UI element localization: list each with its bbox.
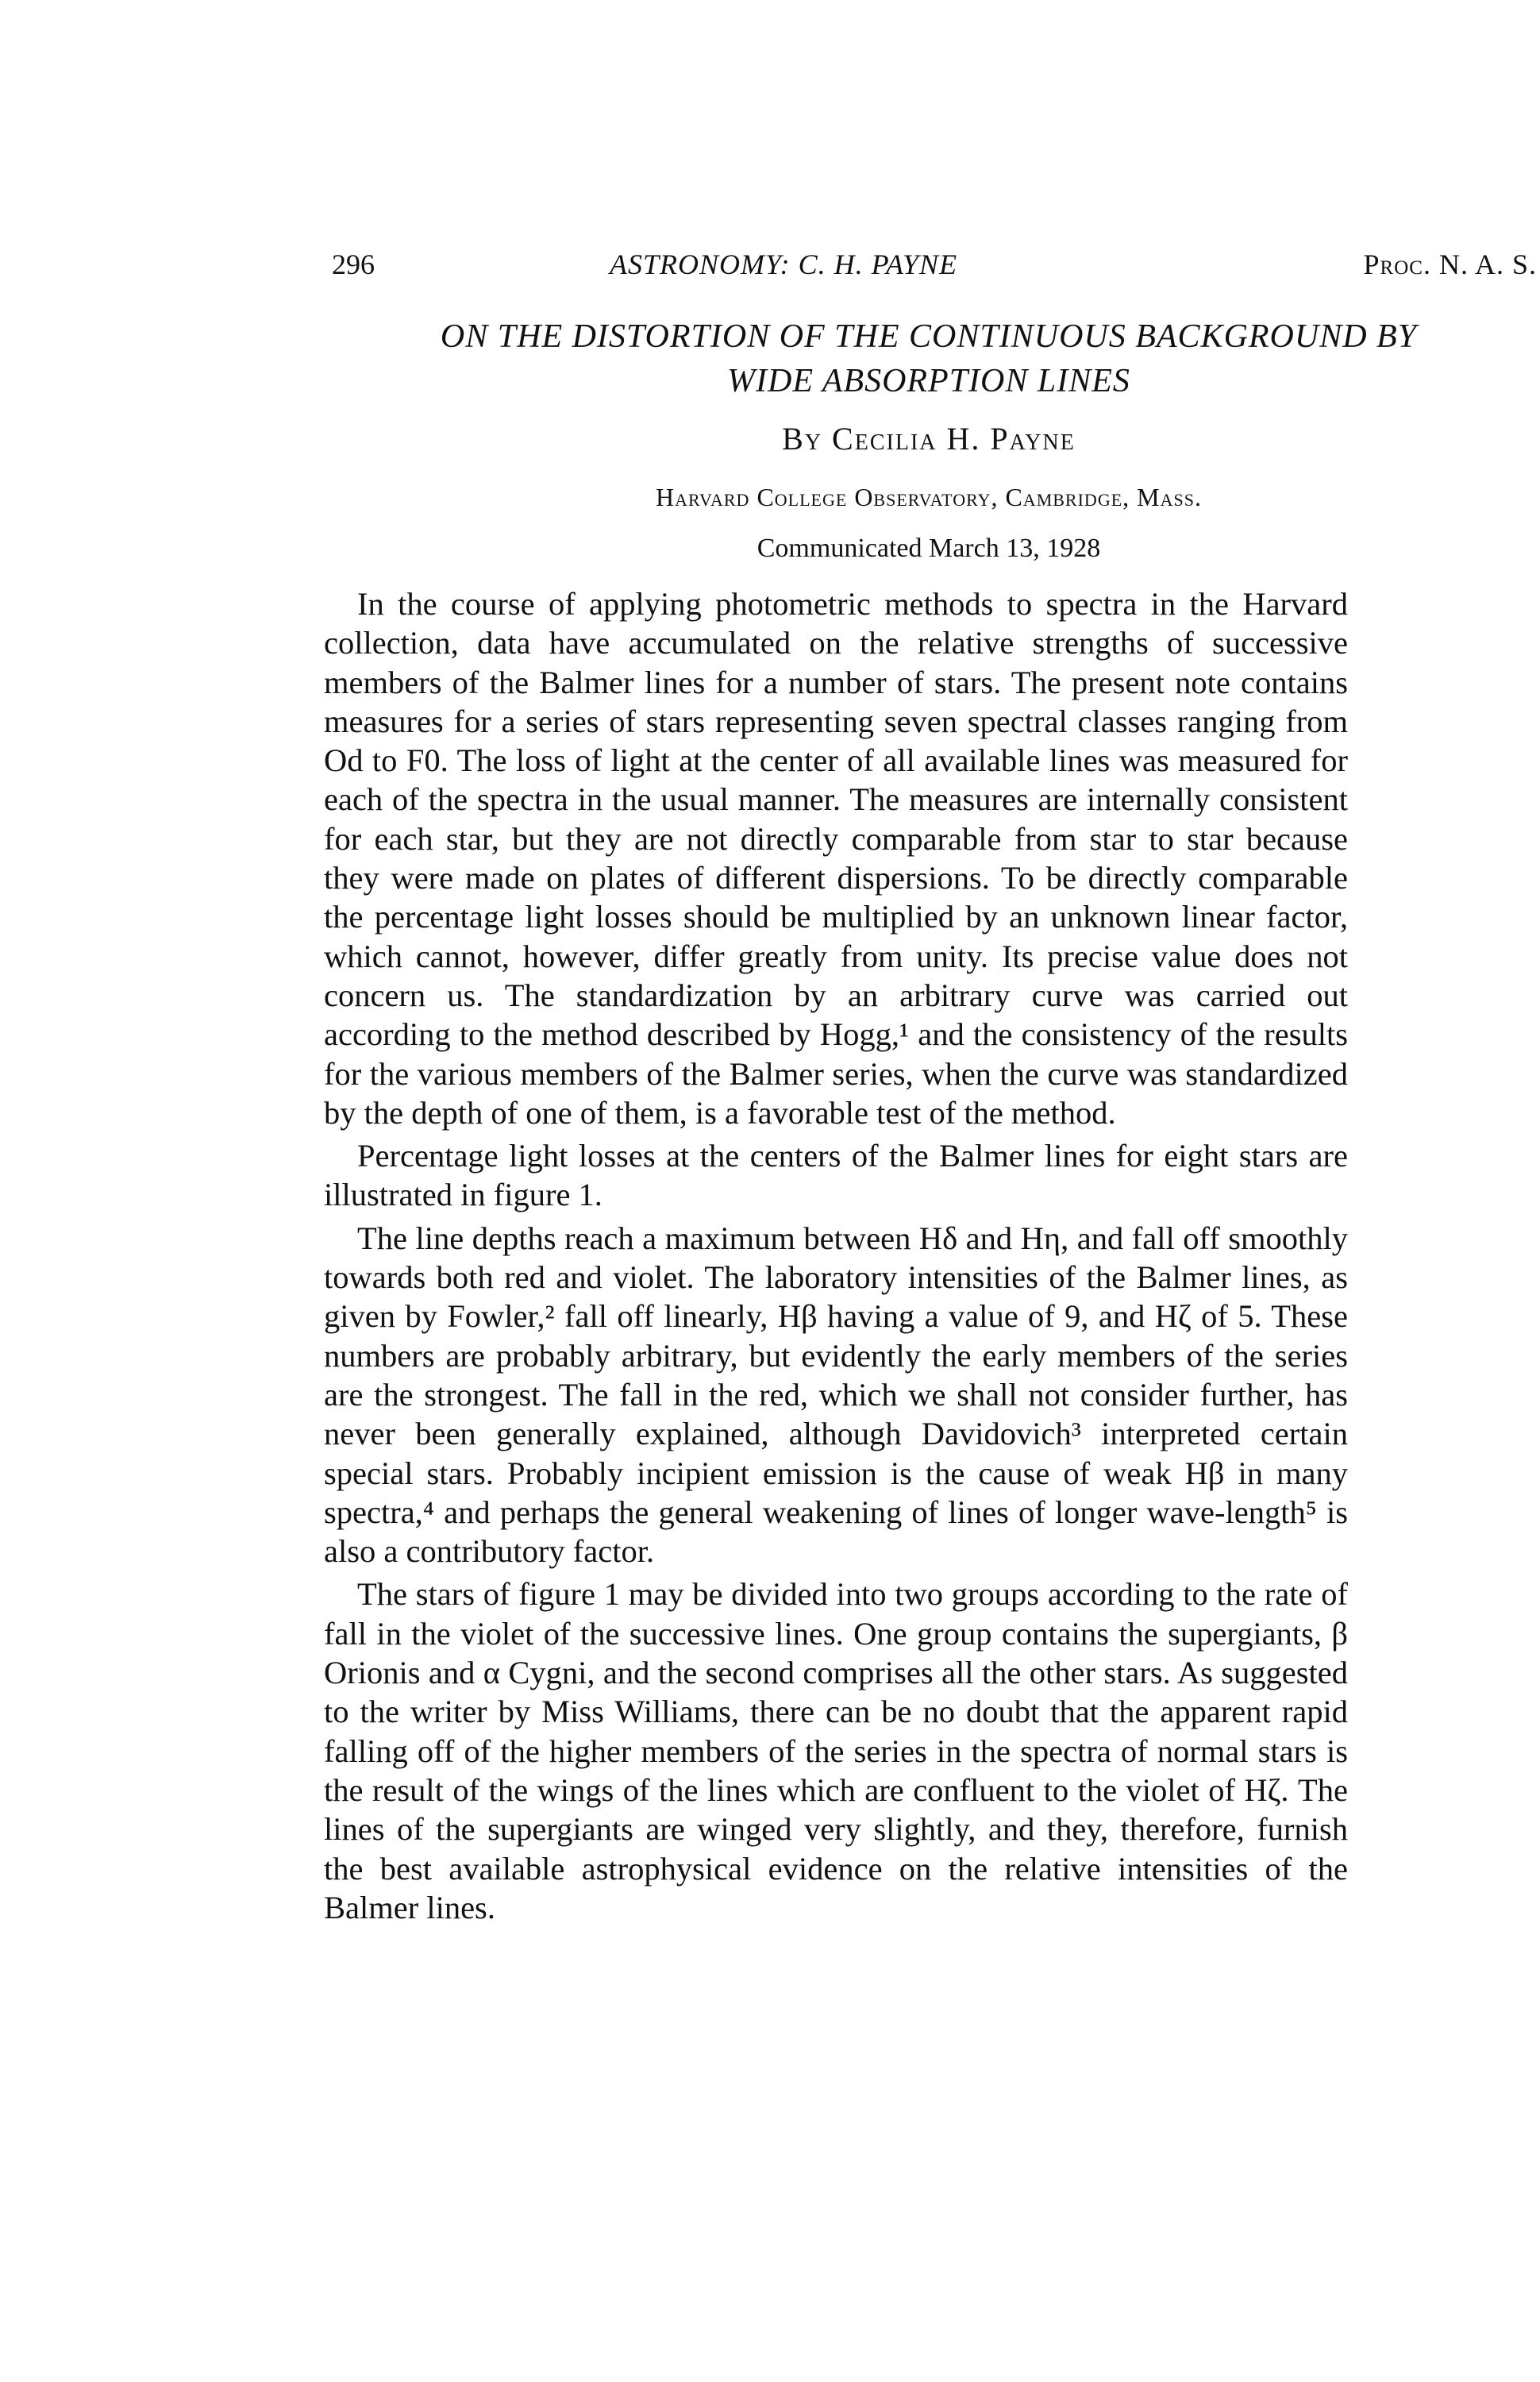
journal-abbreviation: Proc. N. A. S. (1363, 249, 1537, 280)
communicated-date: Communicated March 13, 1928 (757, 534, 1101, 563)
body-paragraph-4: The stars of figure 1 may be divided into two groups according to the rate of fall in the violet of the successive lines. One group contains the supergiants, β Orionis and α Cygni, and the second comprises all the other stars. As suggested to the writer by Miss Williams, there can be no doubt that the apparent rapid falling off of the higher members of the series in the spectra of normal stars is the result of the wings of the lines which are confluent to the violet of Hζ. The lines of the supergiants are winged very slightly, and they, therefore, furnish the best available astrophysical evidence on the relative intensities of the Balmer lines. (324, 1576, 1348, 1925)
article-title-line-2: WIDE ABSORPTION LINES (727, 363, 1130, 399)
running-head-title: ASTRONOMY: C. H. PAYNE (610, 249, 958, 280)
article-title-line-1: ON THE DISTORTION OF THE CONTINUOUS BACKGROUND BY (440, 318, 1418, 355)
body-paragraph-1: In the course of applying photometric methods to spectra in the Harvard collection, data have accumulated on the relative strengths of successive members of the Balmer lines for a number of stars. The present note contains measures for a series of stars representing seven spectral classes ranging from Od to F0. The loss of light at the center of all available lines was measured for each of the spectra in the usual manner. The measures are internally consistent for each star, but they are not directly comparable from star to star because they were made on plates of different dispersions. To be directly comparable the percentage light losses should be multiplied by an unknown linear factor, which cannot, however, differ greatly from unity. Its precise value does not concern us. The standardization by an arbitrary curve was carried out according to the method described by Hogg,¹ and the consistency of the results for the various members of the Balmer series, when the curve was standardized by the depth of one of them, is a favorable test of the method. (324, 586, 1348, 1131)
body-paragraph-3: The line depths reach a maximum between Hδ and Hη, and fall off smoothly towards both red and violet. The laboratory intensities of the Balmer lines, as given by Fowler,² fall off linearly, Hβ having a value of 9, and Hζ of 5. These numbers are probably arbitrary, but evidently the early members of the series are the strongest. The fall in the red, which we shall not consider further, has never been generally explained, although Davidovich³ interpreted certain special stars. Probably incipient emission is the cause of weak Hβ in many spectra,⁴ and perhaps the general weakening of lines of longer wave-length⁵ is also a contributory factor. (324, 1220, 1348, 1570)
article-title (318, 314, 1540, 403)
author-affiliation: Harvard College Observatory, Cambridge, Mass. (656, 483, 1202, 511)
author-byline: By Cecilia H. Payne (782, 421, 1076, 457)
body-paragraph-2: Percentage light losses at the centers of the Balmer lines for eight stars are illustrated in figure 1. (324, 1138, 1348, 1213)
page-number: 296 (332, 249, 375, 280)
running-head (332, 245, 1537, 284)
article-body (324, 584, 1348, 1931)
